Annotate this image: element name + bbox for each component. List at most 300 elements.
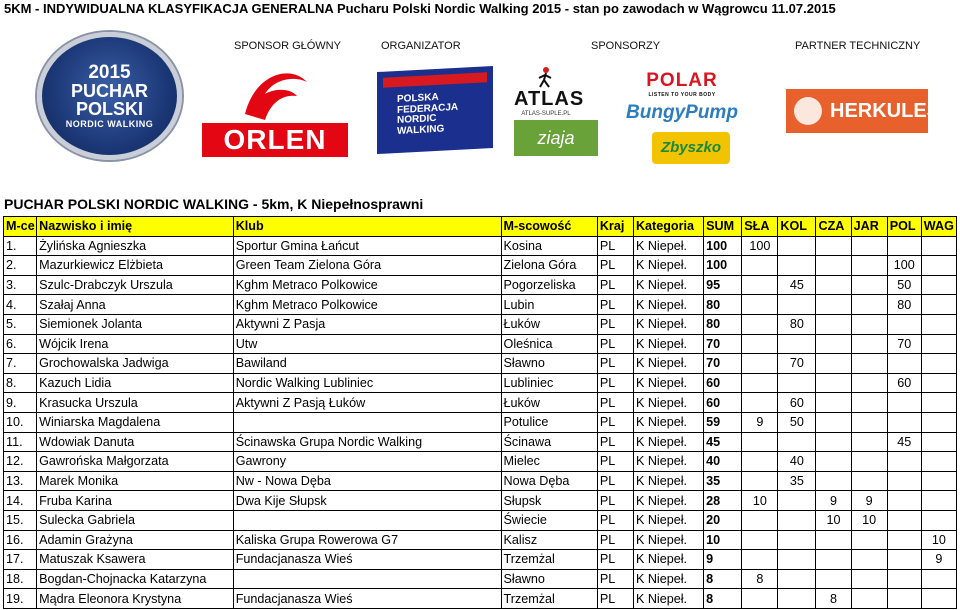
wag-points-cell <box>921 589 956 609</box>
sla-points-cell <box>742 334 778 354</box>
sum-cell: 10 <box>704 530 742 550</box>
name-cell: Adamin Grażyna <box>37 530 234 550</box>
category-cell: K Niepeł. <box>633 510 703 530</box>
sla-points-cell <box>742 432 778 452</box>
sum-cell: 8 <box>704 569 742 589</box>
category-cell: K Niepeł. <box>633 393 703 413</box>
cza-points-cell <box>816 412 851 432</box>
club-cell: Gawrony <box>233 452 501 472</box>
place-cell: 7. <box>4 354 37 374</box>
city-cell: Lubin <box>501 295 597 315</box>
kol-points-cell <box>778 295 816 315</box>
pol-points-cell <box>887 569 921 589</box>
logo-text: POLSKA <box>397 91 439 105</box>
pol-points-cell: 60 <box>887 373 921 393</box>
city-cell: Lubliniec <box>501 373 597 393</box>
sla-points-cell <box>742 510 778 530</box>
club-cell <box>233 510 501 530</box>
city-cell: Świecie <box>501 510 597 530</box>
club-cell: Nordic Walking Lubliniec <box>233 373 501 393</box>
club-cell: Ścinawska Grupa Nordic Walking <box>233 432 501 452</box>
pol-points-cell <box>887 471 921 491</box>
logo-text: POLSKI <box>75 99 143 119</box>
wag-points-cell <box>921 452 956 472</box>
sum-cell: 80 <box>704 295 742 315</box>
name-cell: Szulc-Drabczyk Urszula <box>37 275 234 295</box>
kol-points-cell <box>778 373 816 393</box>
table-row <box>4 334 957 354</box>
jar-points-cell <box>851 256 887 276</box>
category-cell: K Niepeł. <box>633 295 703 315</box>
table-row <box>4 510 957 530</box>
cza-points-cell: 9 <box>816 491 851 511</box>
country-cell: PL <box>597 334 633 354</box>
jar-points-cell: 9 <box>851 491 887 511</box>
sla-points-cell <box>742 354 778 374</box>
sla-points-cell <box>742 452 778 472</box>
sum-cell: 40 <box>704 452 742 472</box>
city-cell: Łuków <box>501 393 597 413</box>
cza-points-cell <box>816 569 851 589</box>
sla-points-cell <box>742 471 778 491</box>
tech-partner-label: PARTNER TECHNICZNY <box>795 40 921 52</box>
herkules-logo <box>786 89 941 133</box>
name-cell: Matuszak Ksawera <box>37 550 234 570</box>
city-cell: Nowa Dęba <box>501 471 597 491</box>
jar-points-cell <box>851 354 887 374</box>
place-cell: 13. <box>4 471 37 491</box>
country-cell: PL <box>597 589 633 609</box>
column-header: JAR <box>851 217 887 237</box>
country-cell: PL <box>597 236 633 256</box>
kol-points-cell <box>778 550 816 570</box>
name-cell: Wójcik Irena <box>37 334 234 354</box>
cza-points-cell <box>816 275 851 295</box>
sla-points-cell <box>742 373 778 393</box>
category-cell: K Niepeł. <box>633 589 703 609</box>
jar-points-cell <box>851 569 887 589</box>
cza-points-cell <box>816 334 851 354</box>
name-cell: Winiarska Magdalena <box>37 412 234 432</box>
column-header: WAG <box>921 217 956 237</box>
place-cell: 19. <box>4 589 37 609</box>
club-cell: Kghm Metraco Polkowice <box>233 275 501 295</box>
wag-points-cell <box>921 354 956 374</box>
wag-points-cell <box>921 373 956 393</box>
country-cell: PL <box>597 491 633 511</box>
table-header-row <box>4 217 957 237</box>
pol-points-cell: 80 <box>887 295 921 315</box>
table-row <box>4 491 957 511</box>
sum-cell: 59 <box>704 412 742 432</box>
pol-points-cell <box>887 452 921 472</box>
kol-points-cell <box>778 510 816 530</box>
country-cell: PL <box>597 569 633 589</box>
pol-points-cell <box>887 589 921 609</box>
country-cell: PL <box>597 314 633 334</box>
place-cell: 9. <box>4 393 37 413</box>
wag-points-cell <box>921 256 956 276</box>
atlas-wordmark: ATLAS <box>514 88 585 110</box>
country-cell: PL <box>597 256 633 276</box>
cza-points-cell <box>816 452 851 472</box>
sum-cell: 9 <box>704 550 742 570</box>
club-cell: Utw <box>233 334 501 354</box>
place-cell: 2. <box>4 256 37 276</box>
wag-points-cell <box>921 275 956 295</box>
table-row <box>4 373 957 393</box>
pol-points-cell <box>887 393 921 413</box>
city-cell: Mielec <box>501 452 597 472</box>
cza-points-cell <box>816 295 851 315</box>
name-cell: Bogdan-Chojnacka Katarzyna <box>37 569 234 589</box>
place-cell: 18. <box>4 569 37 589</box>
city-cell: Łuków <box>501 314 597 334</box>
sla-points-cell <box>742 393 778 413</box>
pol-points-cell: 50 <box>887 275 921 295</box>
sum-cell: 8 <box>704 589 742 609</box>
category-cell: K Niepeł. <box>633 412 703 432</box>
pol-points-cell: 70 <box>887 334 921 354</box>
sponsors-label: SPONSORZY <box>591 40 661 52</box>
place-cell: 1. <box>4 236 37 256</box>
column-header: Klub <box>233 217 501 237</box>
jar-points-cell <box>851 393 887 413</box>
wag-points-cell <box>921 314 956 334</box>
column-header: POL <box>887 217 921 237</box>
category-cell: K Niepeł. <box>633 550 703 570</box>
club-cell: Sportur Gmina Łańcut <box>233 236 501 256</box>
table-row <box>4 432 957 452</box>
place-cell: 12. <box>4 452 37 472</box>
logo-text: NORDIC <box>397 112 437 126</box>
name-cell: Mądra Eleonora Krystyna <box>37 589 234 609</box>
wag-points-cell <box>921 334 956 354</box>
city-cell: Ścinawa <box>501 432 597 452</box>
category-cell: K Niepeł. <box>633 471 703 491</box>
name-cell: Marek Monika <box>37 471 234 491</box>
results-table <box>3 216 957 609</box>
club-cell: Dwa Kije Słupsk <box>233 491 501 511</box>
kol-points-cell: 80 <box>778 314 816 334</box>
name-cell: Gawrońska Małgorzata <box>37 452 234 472</box>
country-cell: PL <box>597 354 633 374</box>
kol-points-cell: 35 <box>778 471 816 491</box>
name-cell: Fruba Karina <box>37 491 234 511</box>
orlen-eagle-icon <box>235 64 315 124</box>
country-cell: PL <box>597 412 633 432</box>
cza-points-cell <box>816 314 851 334</box>
puchar-polski-logo <box>37 32 182 160</box>
pol-points-cell: 100 <box>887 256 921 276</box>
country-cell: PL <box>597 530 633 550</box>
club-cell: Aktywni Z Pasją Łuków <box>233 393 501 413</box>
kol-points-cell: 50 <box>778 412 816 432</box>
pfnw-stripe <box>383 72 487 87</box>
club-cell: Bawiland <box>233 354 501 374</box>
table-row <box>4 354 957 374</box>
jar-points-cell <box>851 236 887 256</box>
sum-cell: 100 <box>704 256 742 276</box>
club-cell <box>233 412 501 432</box>
category-cell: K Niepeł. <box>633 569 703 589</box>
wag-points-cell: 10 <box>921 530 956 550</box>
jar-points-cell <box>851 550 887 570</box>
sla-points-cell <box>742 256 778 276</box>
place-cell: 3. <box>4 275 37 295</box>
jar-points-cell <box>851 334 887 354</box>
jar-points-cell <box>851 412 887 432</box>
wag-points-cell <box>921 412 956 432</box>
table-row <box>4 236 957 256</box>
column-header: Kraj <box>597 217 633 237</box>
city-cell: Trzemżal <box>501 589 597 609</box>
logo-text: WALKING <box>397 123 445 137</box>
jar-points-cell <box>851 373 887 393</box>
column-header: M-scowość <box>501 217 597 237</box>
category-cell: K Niepeł. <box>633 314 703 334</box>
country-cell: PL <box>597 295 633 315</box>
name-cell: Krasucka Urszula <box>37 393 234 413</box>
polar-logo <box>633 70 731 96</box>
wag-points-cell <box>921 510 956 530</box>
place-cell: 10. <box>4 412 37 432</box>
table-row <box>4 295 957 315</box>
column-header: SŁA <box>742 217 778 237</box>
sum-cell: 70 <box>704 354 742 374</box>
kol-points-cell <box>778 236 816 256</box>
sum-cell: 70 <box>704 334 742 354</box>
table-row <box>4 314 957 334</box>
organizer-label: ORGANIZATOR <box>381 40 461 52</box>
name-cell: Wdowiak Danuta <box>37 432 234 452</box>
table-row <box>4 569 957 589</box>
pol-points-cell <box>887 530 921 550</box>
logo-text: NORDIC WALKING <box>65 119 154 129</box>
logo-text: FEDERACJA <box>397 101 459 116</box>
cza-points-cell <box>816 354 851 374</box>
sla-points-cell: 8 <box>742 569 778 589</box>
cza-points-cell <box>816 471 851 491</box>
city-cell: Sławno <box>501 354 597 374</box>
sum-cell: 100 <box>704 236 742 256</box>
name-cell: Sulecka Gabriela <box>37 510 234 530</box>
name-cell: Żylińska Agnieszka <box>37 236 234 256</box>
jar-points-cell <box>851 314 887 334</box>
name-cell: Grochowalska Jadwiga <box>37 354 234 374</box>
cza-points-cell <box>816 530 851 550</box>
sla-points-cell: 10 <box>742 491 778 511</box>
pol-points-cell <box>887 412 921 432</box>
sum-cell: 35 <box>704 471 742 491</box>
cza-points-cell <box>816 256 851 276</box>
jar-points-cell <box>851 275 887 295</box>
table-row <box>4 530 957 550</box>
sla-points-cell <box>742 589 778 609</box>
pol-points-cell <box>887 314 921 334</box>
pol-points-cell <box>887 550 921 570</box>
column-header: Kategoria <box>633 217 703 237</box>
sla-points-cell <box>742 314 778 334</box>
sla-points-cell: 100 <box>742 236 778 256</box>
country-cell: PL <box>597 510 633 530</box>
table-row <box>4 550 957 570</box>
category-cell: K Niepeł. <box>633 491 703 511</box>
kol-points-cell <box>778 530 816 550</box>
results-body <box>4 236 957 608</box>
wag-points-cell <box>921 236 956 256</box>
orlen-wordmark: ORLEN <box>202 123 348 157</box>
city-cell: Kosina <box>501 236 597 256</box>
zbyszko-logo: Zbyszko <box>652 132 730 164</box>
category-cell: K Niepeł. <box>633 452 703 472</box>
place-cell: 8. <box>4 373 37 393</box>
pol-points-cell <box>887 354 921 374</box>
orlen-logo <box>200 62 350 157</box>
page-title: 5KM - INDYWIDUALNA KLASYFIKACJA GENERALNA Pucharu Polski Nordic Walking 2015 - stan po zawodach w Wągrowcu 11.07.2015 <box>4 1 836 16</box>
herkules-emblem-icon <box>794 97 822 125</box>
place-cell: 4. <box>4 295 37 315</box>
wag-points-cell <box>921 471 956 491</box>
cza-points-cell <box>816 432 851 452</box>
pol-points-cell: 45 <box>887 432 921 452</box>
place-cell: 14. <box>4 491 37 511</box>
cza-points-cell <box>816 550 851 570</box>
sla-points-cell <box>742 275 778 295</box>
city-cell: Trzemżal <box>501 550 597 570</box>
city-cell: Zielona Góra <box>501 256 597 276</box>
kol-points-cell: 60 <box>778 393 816 413</box>
club-cell: Fundacjanasza Wieś <box>233 589 501 609</box>
walker-icon <box>534 66 558 88</box>
jar-points-cell <box>851 295 887 315</box>
table-row <box>4 256 957 276</box>
column-header: Nazwisko i imię <box>37 217 234 237</box>
jar-points-cell <box>851 452 887 472</box>
sum-cell: 60 <box>704 373 742 393</box>
cza-points-cell: 10 <box>816 510 851 530</box>
club-cell: Fundacjanasza Wieś <box>233 550 501 570</box>
kol-points-cell <box>778 589 816 609</box>
jar-points-cell <box>851 589 887 609</box>
kol-points-cell: 45 <box>778 275 816 295</box>
table-row <box>4 275 957 295</box>
sla-points-cell <box>742 530 778 550</box>
sla-points-cell <box>742 295 778 315</box>
city-cell: Pogorzeliska <box>501 275 597 295</box>
wag-points-cell <box>921 295 956 315</box>
kol-points-cell <box>778 569 816 589</box>
city-cell: Oleśnica <box>501 334 597 354</box>
country-cell: PL <box>597 471 633 491</box>
city-cell: Słupsk <box>501 491 597 511</box>
category-cell: K Niepeł. <box>633 432 703 452</box>
sum-cell: 80 <box>704 314 742 334</box>
sla-points-cell: 9 <box>742 412 778 432</box>
bungypump-logo: BungyPump <box>626 102 738 123</box>
place-cell: 17. <box>4 550 37 570</box>
column-header: SUM <box>704 217 742 237</box>
wag-points-cell: 9 <box>921 550 956 570</box>
table-row <box>4 412 957 432</box>
kol-points-cell <box>778 432 816 452</box>
club-cell <box>233 569 501 589</box>
sla-points-cell <box>742 550 778 570</box>
place-cell: 16. <box>4 530 37 550</box>
club-cell: Kghm Metraco Polkowice <box>233 295 501 315</box>
table-row <box>4 452 957 472</box>
jar-points-cell <box>851 432 887 452</box>
logo-text: PUCHAR <box>70 81 148 101</box>
sum-cell: 45 <box>704 432 742 452</box>
kol-points-cell <box>778 334 816 354</box>
polar-wordmark: POLAR <box>646 70 718 91</box>
country-cell: PL <box>597 275 633 295</box>
sponsor-main-label: SPONSOR GŁÓWNY <box>234 40 341 52</box>
place-cell: 5. <box>4 314 37 334</box>
kol-points-cell <box>778 491 816 511</box>
name-cell: Szałaj Anna <box>37 295 234 315</box>
country-cell: PL <box>597 432 633 452</box>
category-cell: K Niepeł. <box>633 275 703 295</box>
place-cell: 6. <box>4 334 37 354</box>
pfnw-logo <box>377 66 493 154</box>
country-cell: PL <box>597 550 633 570</box>
cza-points-cell <box>816 393 851 413</box>
wag-points-cell <box>921 393 956 413</box>
sum-cell: 60 <box>704 393 742 413</box>
city-cell: Sławno <box>501 569 597 589</box>
kol-points-cell: 40 <box>778 452 816 472</box>
category-cell: K Niepeł. <box>633 236 703 256</box>
category-cell: K Niepeł. <box>633 354 703 374</box>
atlas-url: ATLAS-SUPLE.PL <box>521 111 571 117</box>
polar-tagline: LISTEN TO YOUR BODY <box>648 92 716 98</box>
logo-text: 2015 <box>88 62 131 83</box>
club-cell: Aktywni Z Pasja <box>233 314 501 334</box>
country-cell: PL <box>597 452 633 472</box>
name-cell: Mazurkiewicz Elżbieta <box>37 256 234 276</box>
jar-points-cell <box>851 530 887 550</box>
wag-points-cell <box>921 491 956 511</box>
table-row <box>4 589 957 609</box>
column-header: CZA <box>816 217 851 237</box>
name-cell: Kazuch Lidia <box>37 373 234 393</box>
cza-points-cell <box>816 236 851 256</box>
category-cell: K Niepeł. <box>633 334 703 354</box>
name-cell: Siemionek Jolanta <box>37 314 234 334</box>
country-cell: PL <box>597 393 633 413</box>
club-cell: Nw - Nowa Dęba <box>233 471 501 491</box>
pol-points-cell <box>887 491 921 511</box>
kol-points-cell: 70 <box>778 354 816 374</box>
herkules-wordmark: HERKULES <box>830 100 941 122</box>
atlas-logo <box>514 66 585 122</box>
club-cell: Kaliska Grupa Rowerowa G7 <box>233 530 501 550</box>
place-cell: 11. <box>4 432 37 452</box>
table-row <box>4 471 957 491</box>
city-cell: Kalisz <box>501 530 597 550</box>
pol-points-cell <box>887 236 921 256</box>
pol-points-cell <box>887 510 921 530</box>
ziaja-logo: ziaja <box>514 120 598 156</box>
jar-points-cell <box>851 471 887 491</box>
jar-points-cell: 10 <box>851 510 887 530</box>
sum-cell: 95 <box>704 275 742 295</box>
kol-points-cell <box>778 256 816 276</box>
table-row <box>4 393 957 413</box>
country-cell: PL <box>597 373 633 393</box>
